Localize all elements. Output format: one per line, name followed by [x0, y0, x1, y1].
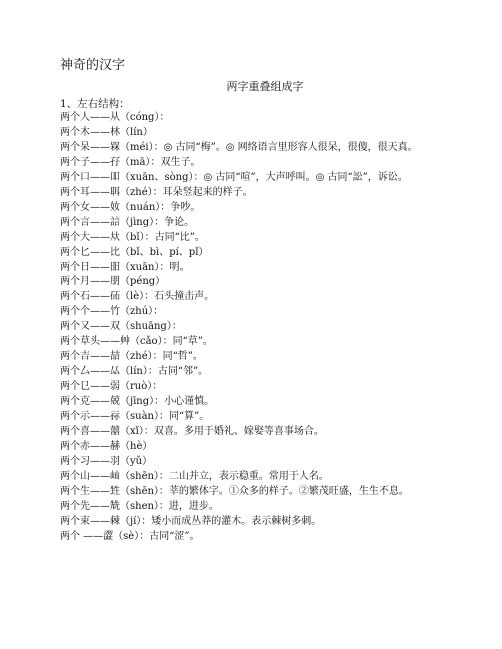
- entry-line: 两个草头——艸（cǎo）：同“草”。: [60, 336, 213, 348]
- entry-line: 两个口——吅（xuān、sòng）：◎ 古同“喧”，大声呼叫。◎ 古同“訟”，诉讼。: [60, 171, 408, 183]
- entry-line: 两个赤——赫（hè）: [60, 440, 153, 452]
- entry-line: 两个山——屾（shēn）：二山并立，表示稳重。常用于人名。: [60, 470, 329, 482]
- entry-line: 两个大——夶（bǐ）：古同“比”。: [60, 231, 205, 243]
- entry-line: 两个耳——聑（zhé）：耳朵竖起来的样子。: [60, 186, 253, 198]
- entry-line: 两个呆——槑（méi）：◎ 古同“梅”。◎ 网络语言里形容人很呆，很傻，很天真。: [60, 141, 418, 153]
- entry-line: 两个生——甡（shēn）：莘的繁体字。①众多的样子。②繁茂旺盛，生生不息。: [60, 485, 409, 497]
- entry-line: 两个吉——喆（zhé）：同“哲”。: [60, 351, 203, 363]
- entry-list: [60, 111, 450, 545]
- entry-line: 两个子——孖（mā）：双生子。: [60, 156, 201, 168]
- entry-line: 两个示——祘（suàn）：同“算”。: [60, 411, 210, 423]
- entry-line: 两个喜——囍（xǐ）：双喜。多用于婚礼、嫁娶等喜事场合。: [60, 426, 324, 438]
- entry-line: 两个木——林（lín）: [60, 126, 153, 138]
- section-heading: 1、左右结构：: [60, 98, 130, 110]
- entry-line: 两个㔾——弱（ruò）：: [60, 381, 163, 393]
- document-title: 神奇的汉字: [60, 58, 126, 73]
- entry-line: 两个厶——厸（lín）：古同“邻”。: [60, 366, 209, 378]
- entry-line: 两个克——兢（jīng）：小心谨慎。: [60, 396, 215, 408]
- entry-line: 两个个——竹（zhú）：: [60, 306, 164, 318]
- entry-line: 两个又——双（shuāng）：: [60, 321, 182, 333]
- entry-line: 两个人——从（cóng）：: [60, 112, 170, 123]
- document-subtitle: 两字重叠组成字: [226, 80, 304, 93]
- entry-line: 两个匕——比（bǐ、bì、pí、pǐ）: [60, 246, 209, 258]
- entry-line: 两个先——兟（shen）：进，进步。: [60, 500, 219, 512]
- document-body: [60, 58, 450, 545]
- entry-line: 两个习——羽（yǔ）: [60, 455, 153, 467]
- entry-line: 两个 ——澀（sè）：古同“涩”。: [60, 530, 200, 542]
- entry-line: 两个言——誩（jìng）：争论。: [60, 216, 195, 228]
- entry-line: 两个束——棘（jí）：矮小而成丛莽的灌木。表示棘树多刺。: [60, 515, 322, 527]
- entry-line: 两个女——奻（nuán）：争吵。: [60, 201, 201, 213]
- entry-line: 两个日——昍（xuān）：明。: [60, 261, 190, 273]
- entry-line: 两个月——朋（péng）: [60, 276, 166, 288]
- entry-line: 两个石——砳（lè）：石头撞击声。: [60, 291, 215, 303]
